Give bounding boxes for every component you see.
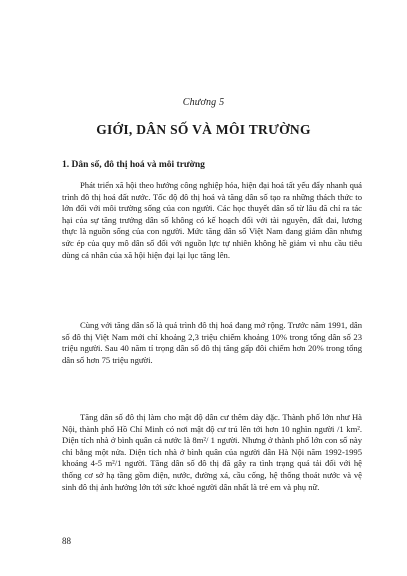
chapter-label: Chương 5: [182, 97, 225, 108]
paragraph-1-text: Phát triển xã hội theo hướng công nghiệp hóa, hiện đại hoá tất yếu đẩy nhanh quá trình đô thị hoá đất nước. Tốc độ đô thị hoá và tăng dân số tạo ra những thách thức to lớn đối với môi trường sống của con người. Các học thuyết dân số từ lâu đã chỉ ra tác hại của sự tăng trưởng dân số không có kế hoạch đối với tài nguyên, đất đai, lương thực là nguồn sống của con người. Mức tăng dân số Việt Nam đang giảm dần nhưng sức ép của quy mô dân số đối với nguồn lực tự nhiên không hề giảm vì nhu cầu tiêu dùng cá nhân của xã hội hiện đại lại lục tăng lên.: [62, 180, 362, 260]
page-number: 88: [62, 536, 71, 546]
paragraph-2-text: Cùng với tăng dân số là quá trình đô thị hoá đang mở rộng. Trước năm 1991, dân số đô thị Việt Nam mới chỉ khoảng 2,3 triệu chiếm khoảng 10% trong tổng dân số 23 triệu người. Sau 40 năm tỉ trọng dân số đô thị tăng gấp đôi chiếm hơn 20% trong tổng dân số hơn 75 triệu người.: [62, 320, 362, 365]
paragraph-3: [62, 412, 362, 493]
paragraph-2: [62, 320, 362, 366]
paragraph-1: [62, 180, 362, 261]
section-heading: 1. Dân số, đô thị hoá và môi trường: [62, 160, 205, 170]
paragraph-3-text: Tăng dân số đô thị làm cho mật độ dân cư thêm dày đặc. Thành phố lớn như Hà Nội, thành phố Hồ Chí Minh có nơi mật độ cư trú lên tới hơn 10 nghìn người /1 km². Diện tích nhà ở bình quân cả nước là 8m²/ 1 người. Nhưng ở thành phố lớn con số này chỉ bằng một nửa. Diện tích nhà ở bình quân của người dân Hà Nội năm 1992-1995 khoảng 4-5 m²/1 người. Tăng dân số đô thị đã gây ra tình trạng quá tải đối với hệ thống cơ sở hạ tầng gồm điện, nước, đường xá, cầu cống, hệ thống thoát nước và vệ sinh đô thị ảnh hưởng lớn tới sức khoẻ người dân nhất là trẻ em và phụ nữ.: [62, 412, 362, 492]
chapter-title: GIỚI, DÂN SỐ VÀ MÔI TRƯỜNG: [96, 122, 311, 137]
